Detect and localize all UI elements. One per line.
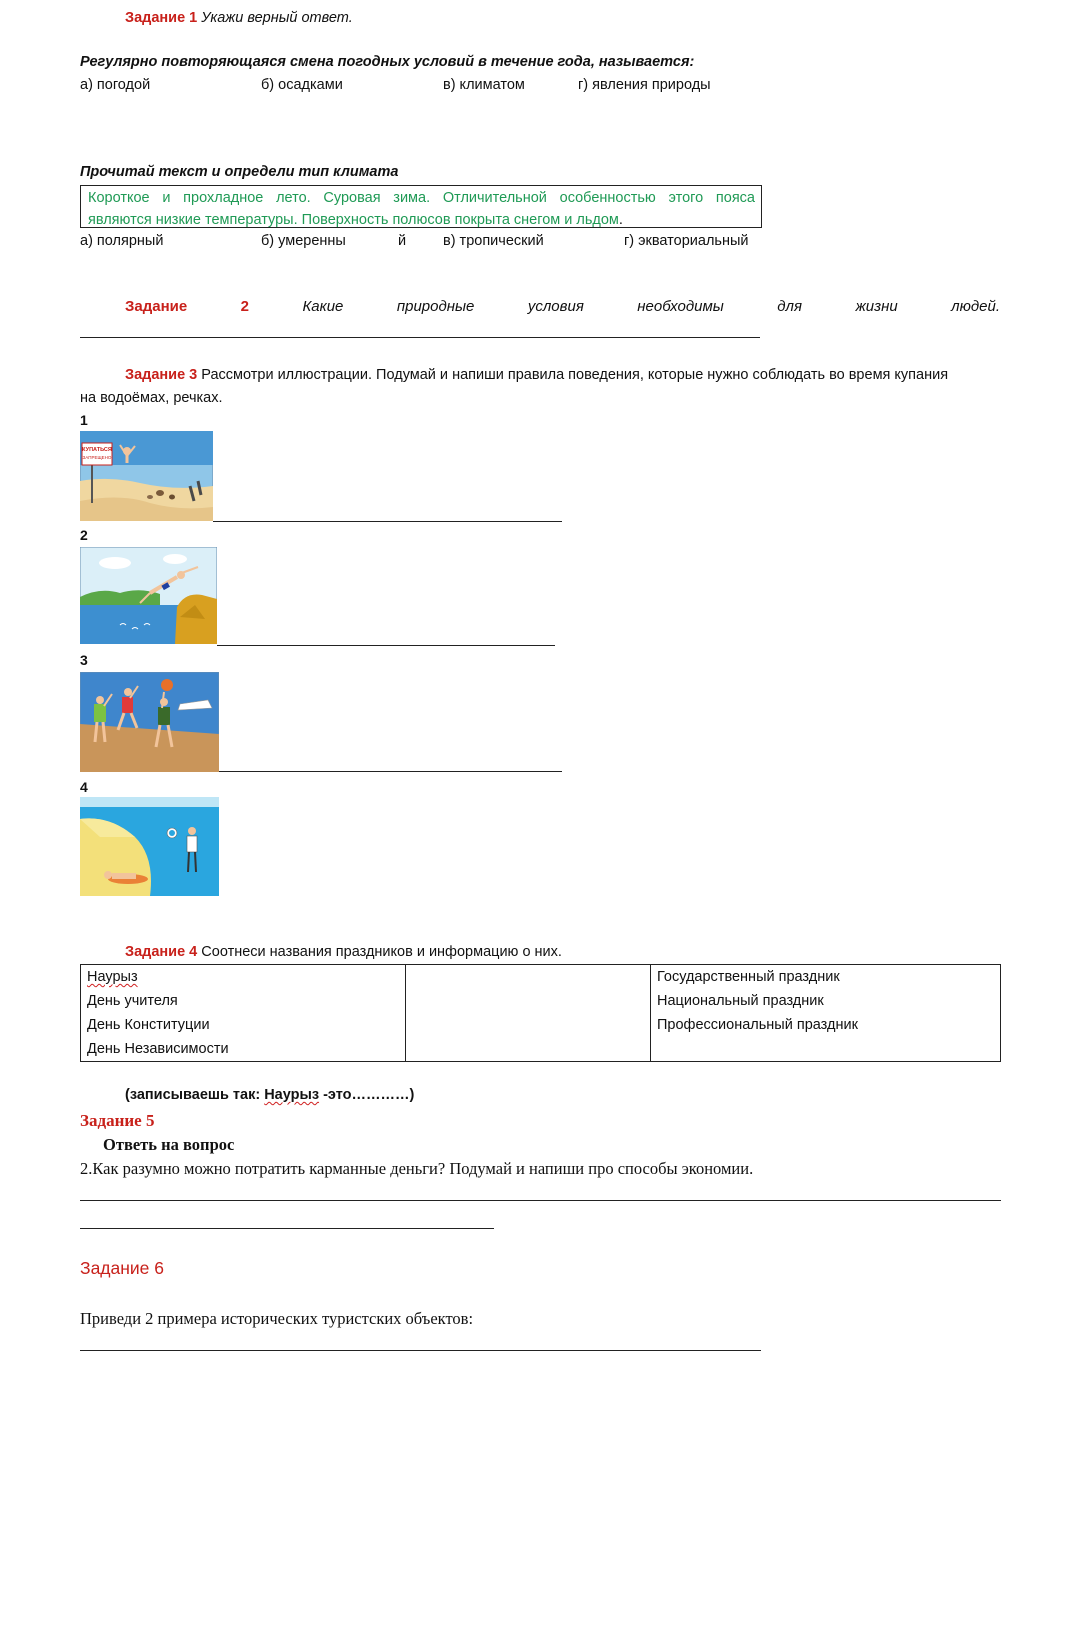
task5-label: Задание 5	[80, 1111, 155, 1130]
task6-label: Задание 6	[80, 1258, 165, 1278]
holidays-table	[80, 964, 1001, 1062]
illustration-child-alone-at-water	[80, 797, 219, 896]
climate-text-line2: являются низкие температуры. Поверхность полюсов покрыта снегом и льдом	[88, 212, 619, 228]
task2-answer-line	[80, 337, 760, 338]
task1-q2-option-c: в) тропический	[443, 233, 544, 249]
task1-q1-option-a: а) погодой	[80, 77, 151, 93]
task3-item-number: 2	[80, 527, 88, 543]
answer-cell	[406, 989, 651, 1013]
task1-q2-option-a: а) полярный	[80, 233, 164, 249]
task1-q1-option-d: г) явления природы	[578, 77, 711, 93]
holiday-name: Наурыз	[81, 965, 406, 990]
task4-heading	[125, 944, 562, 960]
holiday-name: День учителя	[81, 989, 406, 1013]
task5-answer-line	[80, 1228, 494, 1229]
task3-heading-line1	[125, 367, 948, 383]
task1-q2-option-d: г) экваториальный	[624, 233, 749, 249]
holiday-type: Национальный праздник	[651, 989, 1001, 1013]
answer-cell	[406, 1013, 651, 1037]
table-row	[81, 989, 1001, 1013]
task2-number: 2	[240, 298, 250, 315]
illustration-ball-game-on-pier	[80, 672, 219, 772]
task1-q1-option-b: б) осадками	[261, 77, 343, 93]
task1-q1-question: Регулярно повторяющаяся смена погодных условий в течение года, называется:	[80, 54, 695, 70]
svg-text:КУПАТЬСЯ: КУПАТЬСЯ	[82, 447, 112, 453]
task6-question: Приведи 2 примера исторических туристских объектов:	[80, 1309, 474, 1328]
climate-text-line1: Короткое и прохладное лето. Суровая зима. Отличительной особенностью этого пояса	[88, 190, 755, 206]
task2-word: природные	[396, 298, 475, 315]
task5-answer-line	[80, 1200, 1001, 1201]
task2-question	[125, 298, 1000, 315]
climate-text-box	[80, 185, 762, 228]
task3-item-number: 4	[80, 779, 88, 795]
task2-word: Какие	[302, 298, 344, 315]
task4-note	[125, 1087, 414, 1103]
answer-cell	[406, 1037, 651, 1062]
task6-answer-line	[80, 1350, 761, 1351]
svg-text:ЗАПРЕЩЕНО: ЗАПРЕЩЕНО	[82, 455, 112, 460]
holiday-name: День Конституции	[81, 1013, 406, 1037]
task4-note-suffix: -это…………)	[319, 1087, 415, 1103]
task2-word: жизни	[855, 298, 898, 315]
task2-label: Задание	[125, 298, 188, 315]
task1-label: Задание 1	[125, 10, 198, 26]
task1-q2-option-b-tail: й	[398, 233, 407, 249]
task3-instruction: Рассмотри иллюстрации. Подумай и напиши правила поведения, которые нужно соблюдать во время купания	[201, 367, 949, 383]
table-row	[81, 1037, 1001, 1062]
illustration-diving-from-cliff	[80, 547, 217, 644]
holiday-name: День Независимости	[81, 1037, 406, 1062]
illustration-no-swimming	[80, 431, 213, 521]
task3-item-number: 1	[80, 412, 88, 428]
holiday-type: Профессиональный праздник	[651, 1013, 1001, 1037]
task2-word: для	[777, 298, 802, 315]
table-row	[81, 965, 1001, 990]
holiday-type: Государственный праздник	[651, 965, 1001, 990]
task4-note-prefix: (записываешь так:	[125, 1087, 265, 1103]
task4-instruction: Соотнеси названия праздников и информацию о них.	[201, 944, 562, 960]
task1-heading	[125, 10, 353, 26]
task4-note-word: Наурыз	[264, 1087, 320, 1103]
task1-q2-question: Прочитай текст и определи тип климата	[80, 164, 399, 180]
task2-word: людей.	[951, 298, 1000, 315]
task5-question: 2.Как разумно можно потратить карманные деньги? Подумай и напиши про способы экономии.	[80, 1159, 754, 1178]
task1-instruction: Укажи верный ответ.	[201, 10, 353, 26]
holiday-type	[651, 1037, 1001, 1062]
task4-label: Задание 4	[125, 944, 198, 960]
task2-word: необходимы	[637, 298, 724, 315]
task3-item-number: 3	[80, 652, 88, 668]
task3-label: Задание 3	[125, 367, 198, 383]
task3-answer-line	[217, 645, 555, 646]
task5-subtitle: Ответь на вопрос	[103, 1135, 235, 1154]
task3-heading-line2: на водоёмах, речках.	[80, 390, 223, 406]
task1-q1-option-c: в) климатом	[443, 77, 525, 93]
task2-word: условия	[527, 298, 584, 315]
task3-answer-line	[213, 521, 562, 522]
climate-text-end: .	[618, 212, 623, 228]
answer-cell	[406, 965, 651, 990]
task1-q2-option-b: б) умеренны	[261, 233, 346, 249]
table-row	[81, 1013, 1001, 1037]
task3-answer-line	[219, 771, 562, 772]
